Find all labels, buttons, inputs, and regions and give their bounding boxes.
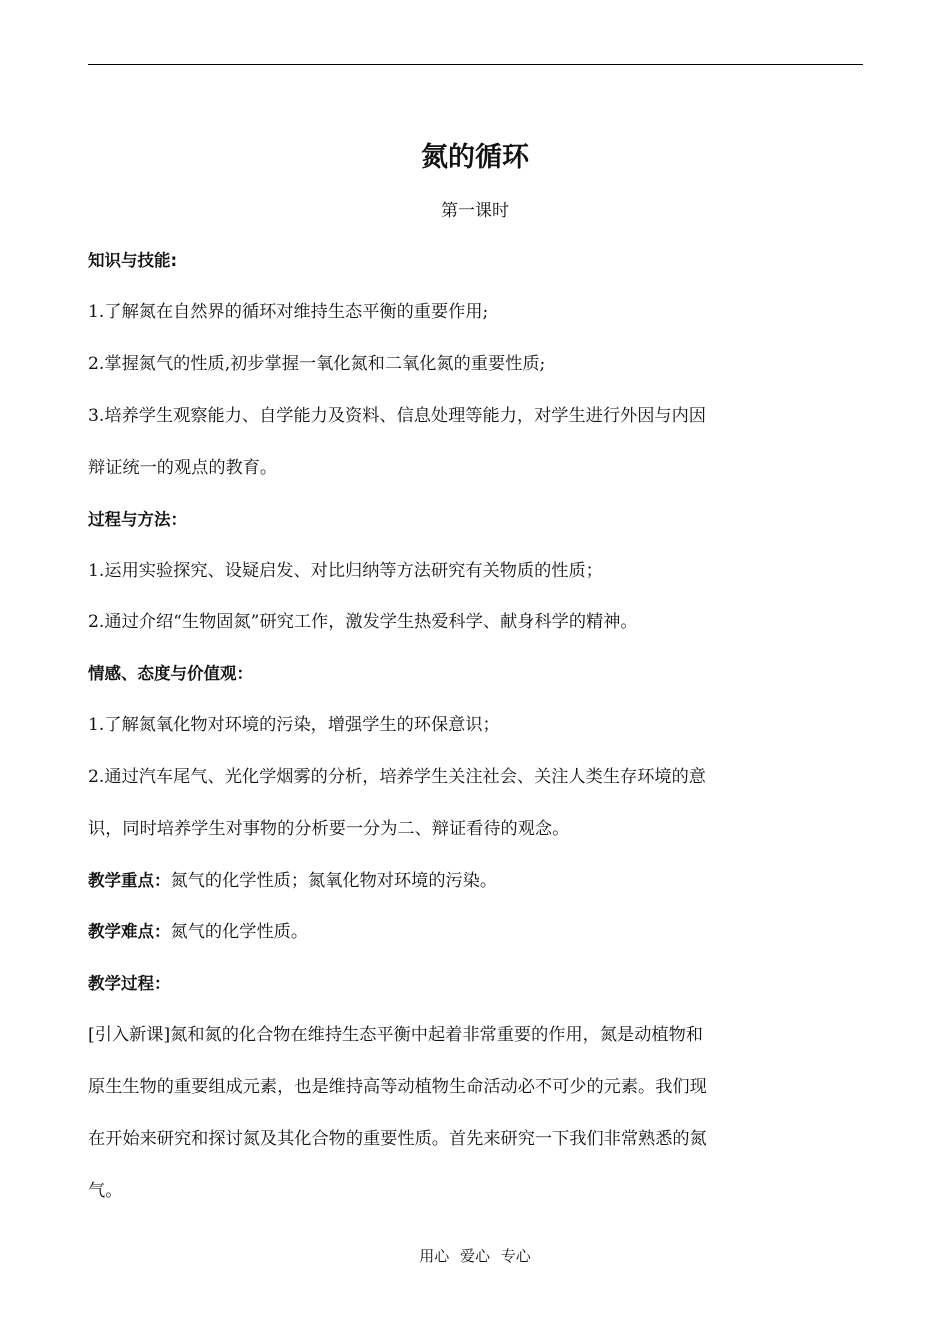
heading-process: 过程与方法： <box>88 510 187 529</box>
emotion-item-2: 2.通过汽车尾气、光化学烟雾的分析，培养学生关注社会、关注人类生存环境的意 <box>88 767 706 787</box>
teaching-process-line-2: 原生生物的重要组成元素，也是维持高等动植物生命活动必不可少的元素。我们现 <box>88 1077 707 1097</box>
key-point-line <box>88 868 497 894</box>
heading-teaching-process: 教学过程： <box>88 974 171 993</box>
key-point-text: 氮气的化学性质；氮氧化物对环境的污染。 <box>170 871 498 891</box>
teaching-process-line-1: [引入新课]氮和氮的化合物在维持生态平衡中起着非常重要的作用，氮是动植物和 <box>88 1025 703 1045</box>
knowledge-item-2: 2.掌握氮气的性质,初步掌握一氧化氮和二氧化氮的重要性质; <box>88 354 546 374</box>
key-point-label: 教学重点： <box>88 871 171 890</box>
process-item-1: 1.运用实验探究、设疑启发、对比归纳等方法研究有关物质的性质； <box>88 561 603 581</box>
header-rule <box>88 64 863 65</box>
document-title: 氮的循环 <box>421 142 529 173</box>
difficulty-line <box>88 919 308 945</box>
difficulty-text: 氮气的化学性质。 <box>170 922 309 942</box>
knowledge-item-3-continued: 辩证统一的观点的教育。 <box>88 458 278 478</box>
teaching-process-line-4: 气。 <box>88 1181 123 1201</box>
emotion-item-1: 1.了解氮氧化物对环境的污染，增强学生的环保意识； <box>88 715 500 735</box>
process-item-2: 2.通过介绍“生物固氮”研究工作，激发学生热爱科学、献身科学的精神。 <box>88 612 638 632</box>
document-subtitle: 第一课时 <box>441 201 509 221</box>
page-footer: 用心 爱心 专心 <box>419 1247 531 1265</box>
difficulty-label: 教学难点： <box>88 922 171 941</box>
heading-emotion: 情感、态度与价值观： <box>88 664 253 683</box>
emotion-item-2-continued: 识，同时培养学生对事物的分析要一分为二、辩证看待的观念。 <box>88 819 570 839</box>
knowledge-item-3: 3.培养学生观察能力、自学能力及资料、信息处理等能力，对学生进行外因与内因 <box>88 406 706 426</box>
heading-knowledge: 知识与技能: <box>88 251 178 270</box>
teaching-process-line-3: 在开始来研究和探讨氮及其化合物的重要性质。首先来研究一下我们非常熟悉的氮 <box>88 1129 707 1149</box>
knowledge-item-1: 1.了解氮在自然界的循环对维持生态平衡的重要作用; <box>88 302 489 322</box>
